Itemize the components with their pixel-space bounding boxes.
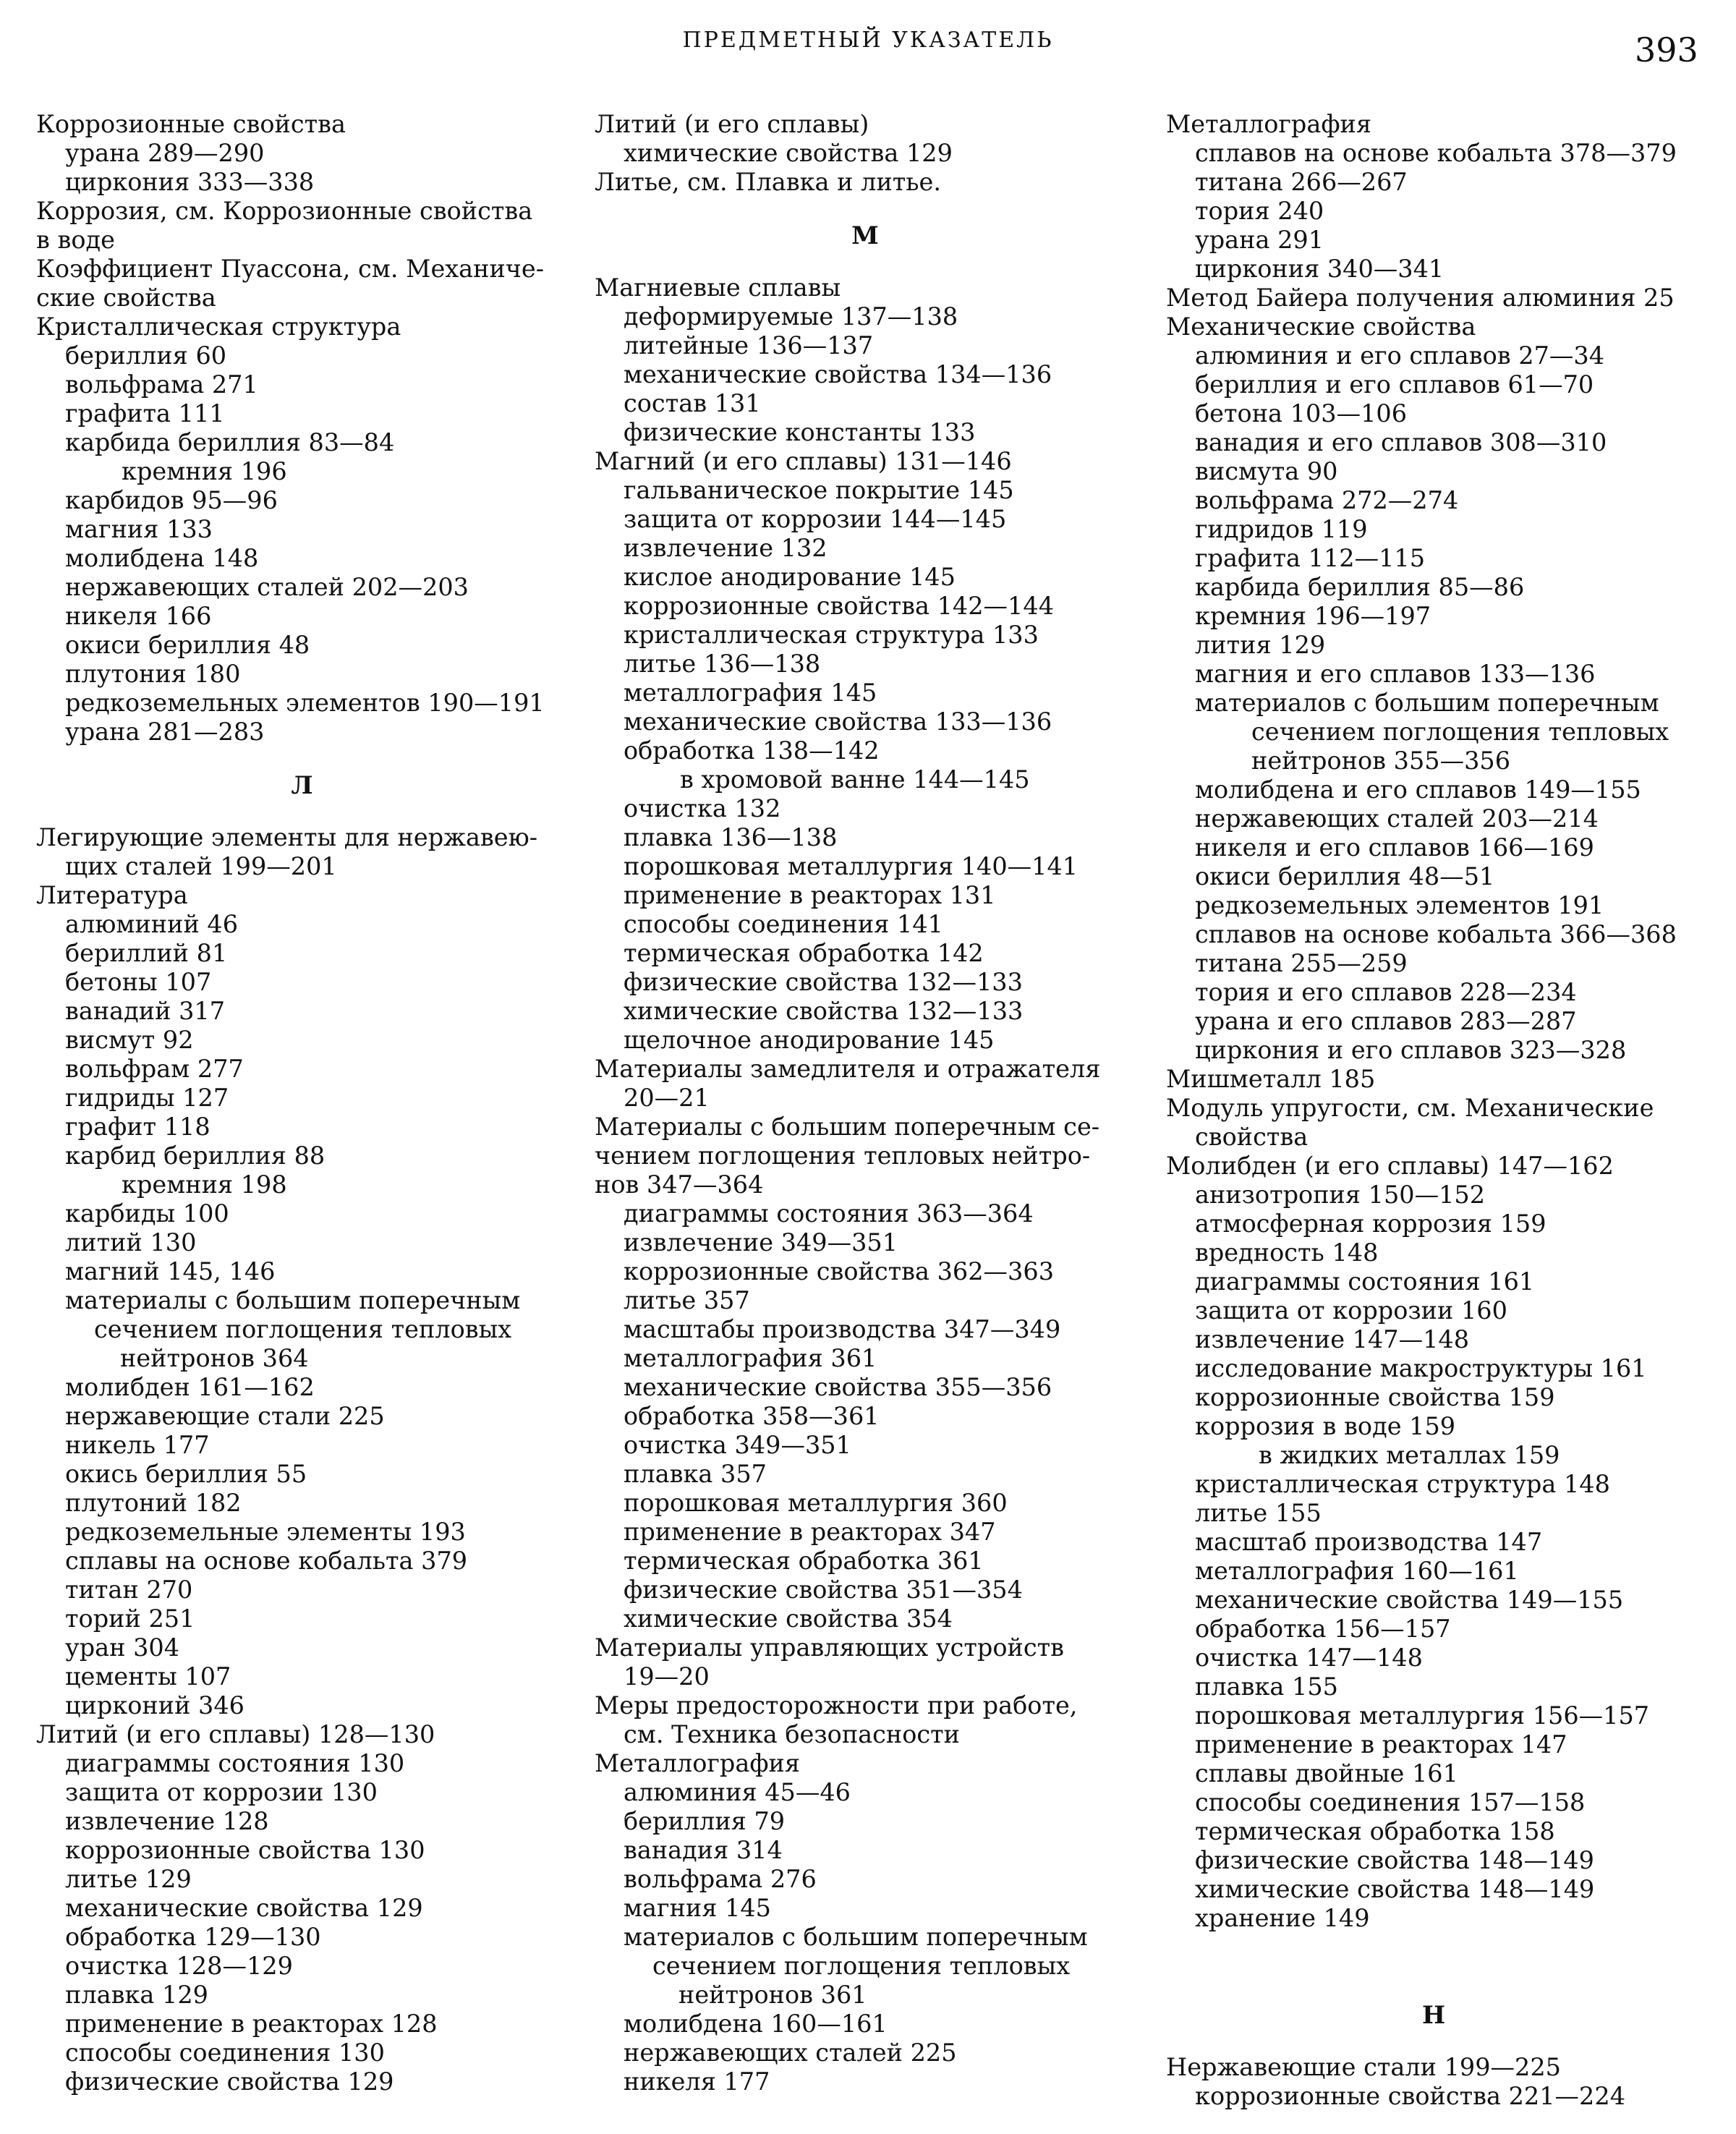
index-subentry: ванадия и его сплавов 308—310 [1195, 428, 1607, 456]
index-subentry: никель 177 [65, 1431, 210, 1459]
index-subentry: в хромовой ванне 144—145 [680, 765, 1030, 794]
index-heading: Коррозия, см. Коррозионные свойства [36, 197, 533, 225]
index-subentry: литий 130 [65, 1228, 197, 1257]
index-subentry: механические свойства 149—155 [1195, 1586, 1624, 1614]
index-subentry: механические свойства 355—356 [624, 1373, 1052, 1401]
index-subentry: механические свойства 134—136 [624, 360, 1052, 388]
index-subentry: диаграммы состояния 161 [1195, 1267, 1535, 1296]
index-subentry: плавка 136—138 [624, 823, 838, 851]
index-subentry: молибдена 160—161 [624, 2010, 888, 2038]
index-subentry: обработка 129—130 [65, 1923, 321, 1951]
index-subentry: сечением поглощения тепловых [1251, 718, 1669, 746]
index-subentry: бериллия 60 [65, 341, 227, 370]
index-heading: Механические свойства [1166, 313, 1476, 341]
index-subentry: циркония 340—341 [1195, 255, 1444, 283]
index-subentry: редкоземельных элементов 190—191 [65, 689, 545, 717]
index-subentry: нержавеющие стали 225 [65, 1402, 385, 1430]
index-subentry: кристаллическая структура 148 [1195, 1470, 1610, 1498]
index-subentry: извлечение 147—148 [1195, 1325, 1470, 1353]
index-subentry: уран 304 [65, 1633, 180, 1662]
section-gap [1166, 1933, 1701, 1976]
index-subentry: бериллия 79 [624, 1807, 786, 1835]
index-subentry: бериллий 81 [65, 939, 228, 967]
index-subentry: коррозия в воде 159 [1195, 1412, 1456, 1440]
index-subentry: титана 266—267 [1195, 168, 1408, 196]
index-subentry: химические свойства 354 [624, 1604, 953, 1633]
index-subentry: масштаб производства 147 [1195, 1528, 1543, 1556]
index-subentry: масштабы производства 347—349 [624, 1315, 1061, 1343]
index-subentry: плутония 180 [65, 660, 241, 688]
section-letter: М [851, 221, 879, 250]
index-subentry: карбида бериллия 83—84 [65, 428, 395, 456]
index-heading: Литий (и его сплавы) [595, 110, 869, 138]
index-subentry: см. Техника безопасности [624, 1720, 961, 1748]
index-subentry: карбид бериллия 88 [65, 1142, 326, 1170]
index-subentry: молибден 161—162 [65, 1373, 315, 1401]
section-letter: Н [1421, 2001, 1446, 2030]
index-subentry: физические свойства 129 [65, 2067, 394, 2096]
index-subentry: термическая обработка 142 [624, 939, 984, 967]
index-subentry: гальваническое покрытие 145 [624, 476, 1014, 504]
index-subentry: обработка 138—142 [624, 736, 880, 765]
index-subentry: 19—20 [624, 1662, 710, 1691]
index-subentry: редкоземельные элементы 193 [65, 1518, 466, 1546]
index-subentry: вольфрам 277 [65, 1055, 244, 1083]
index-heading: Нержавеющие стали 199—225 [1166, 2053, 1561, 2081]
index-subentry: материалов с большим поперечным [1195, 689, 1659, 717]
index-subentry: вольфрама 272—274 [1195, 486, 1459, 514]
index-subentry: карбидов 95—96 [65, 486, 278, 514]
index-subentry: анизотропия 150—152 [1195, 1181, 1486, 1209]
index-subentry: физические свойства 148—149 [1195, 1846, 1594, 1874]
index-subentry: циркония и его сплавов 323—328 [1195, 1036, 1627, 1064]
index-subentry: нейтронов 361 [678, 1981, 867, 2009]
index-subentry: графит 118 [65, 1113, 210, 1141]
index-subentry: вредность 148 [1195, 1238, 1379, 1267]
index-subentry: диаграммы состояния 130 [65, 1749, 405, 1777]
index-subentry: сплавы на основе кобальта 379 [65, 1547, 468, 1575]
index-subentry: урана 291 [1195, 226, 1324, 254]
index-heading: Кристаллическая структура [36, 313, 401, 341]
index-subentry: способы соединения 130 [65, 2039, 385, 2067]
index-subentry: нейтронов 355—356 [1251, 747, 1511, 775]
index-subentry: графита 111 [65, 399, 225, 428]
index-heading: Металлография [1166, 110, 1372, 138]
index-subentry: графита 112—115 [1195, 544, 1426, 572]
index-subentry: бетона 103—106 [1195, 399, 1408, 428]
index-subentry: гидриды 127 [65, 1084, 229, 1112]
index-subentry: металлография 145 [624, 679, 877, 707]
index-subentry: алюминия 45—46 [624, 1778, 851, 1806]
index-subentry: коррозионные свойства 130 [65, 1836, 425, 1864]
index-subentry: термическая обработка 158 [1195, 1817, 1555, 1845]
index-subentry: очистка 349—351 [624, 1431, 851, 1459]
index-subentry: циркония 333—338 [65, 168, 315, 196]
index-subentry: магния 145 [624, 1894, 771, 1922]
index-subentry: термическая обработка 361 [624, 1547, 984, 1575]
index-subentry: деформируемые 137—138 [624, 302, 958, 331]
index-subentry: титана 255—259 [1195, 949, 1408, 977]
index-subentry: применение в реакторах 128 [65, 2010, 438, 2038]
index-subentry: алюминия и его сплавов 27—34 [1195, 341, 1605, 370]
index-heading: Модуль упругости, см. Механические [1166, 1094, 1654, 1122]
index-heading: Метод Байера получения алюминия 25 [1166, 284, 1675, 312]
index-subentry: порошковая металлургия 156—157 [1195, 1701, 1650, 1730]
index-heading: Металлография [595, 1749, 801, 1777]
index-subentry: кремния 196—197 [1195, 602, 1431, 630]
index-subentry: атмосферная коррозия 159 [1195, 1210, 1546, 1238]
index-subentry: механические свойства 129 [65, 1894, 423, 1922]
index-subentry: висмут 92 [65, 1026, 194, 1054]
index-subentry: никеля 177 [624, 2067, 770, 2096]
index-subentry: литье 155 [1195, 1499, 1322, 1527]
index-column-2 [595, 110, 1136, 2096]
index-subentry: механические свойства 133—136 [624, 707, 1052, 736]
index-subentry: молибдена и его сплавов 149—155 [1195, 775, 1641, 804]
index-subentry: кислое анодирование 145 [624, 563, 956, 591]
index-subentry: магния и его сплавов 133—136 [1195, 660, 1596, 688]
index-heading: Материалы с большим поперечным се- [595, 1113, 1100, 1141]
index-subentry: химические свойства 132—133 [624, 997, 1024, 1025]
page-number: 393 [1635, 30, 1698, 69]
index-subentry: плутоний 182 [65, 1489, 242, 1517]
index-subentry: обработка 358—361 [624, 1402, 880, 1430]
index-subentry: в жидких металлах 159 [1259, 1441, 1560, 1469]
index-subentry: металлография 361 [624, 1344, 877, 1372]
index-subentry: сечением поглощения тепловых [652, 1952, 1071, 1980]
index-subentry: применение в реакторах 147 [1195, 1730, 1567, 1759]
index-subentry: защита от коррозии 144—145 [624, 505, 1007, 533]
index-heading: Легирующие элементы для нержавею- [36, 823, 538, 851]
index-heading: Магниевые сплавы [595, 273, 841, 302]
index-subentry: урана 281—283 [65, 718, 265, 746]
index-subentry: химические свойства 148—149 [1195, 1875, 1595, 1903]
index-subentry: плавка 155 [1195, 1672, 1338, 1701]
section-letter: Л [291, 771, 313, 800]
index-subentry: хранение 149 [1195, 1904, 1370, 1932]
index-subentry: урана и его сплавов 283—287 [1195, 1007, 1577, 1035]
index-heading: Коэффициент Пуассона, см. Механиче- [36, 255, 545, 283]
index-subentry: плавка 357 [624, 1460, 767, 1488]
index-subentry: свойства [1195, 1123, 1309, 1151]
index-subentry: магния 133 [65, 515, 213, 543]
index-subentry: окиси бериллия 48—51 [1195, 862, 1495, 890]
index-subentry: применение в реакторах 347 [624, 1518, 996, 1546]
index-subentry: обработка 156—157 [1195, 1615, 1451, 1643]
index-subentry: цементы 107 [65, 1662, 231, 1691]
index-subentry: применение в реакторах 131 [624, 881, 996, 909]
index-subentry: никеля и его сплавов 166—169 [1195, 833, 1594, 862]
index-subentry: сплавы двойные 161 [1195, 1759, 1458, 1787]
index-heading: Материалы замедлителя и отражателя [595, 1055, 1101, 1083]
index-subentry: окись бериллия 55 [65, 1460, 307, 1488]
index-column-3 [1166, 110, 1701, 2111]
index-subentry: физические свойства 132—133 [624, 968, 1023, 996]
index-subentry: карбида бериллия 85—86 [1195, 573, 1525, 601]
index-subentry: гидридов 119 [1195, 515, 1368, 543]
index-subentry: карбиды 100 [65, 1199, 229, 1228]
index-subentry: молибдена 148 [65, 544, 259, 572]
index-subentry: литье 136—138 [624, 650, 821, 678]
index-subentry: химические свойства 129 [624, 139, 953, 167]
index-subentry: физические свойства 351—354 [624, 1576, 1023, 1604]
index-subentry: урана 289—290 [65, 139, 265, 167]
index-subentry: порошковая металлургия 140—141 [624, 852, 1078, 880]
index-subentry: защита от коррозии 160 [1195, 1296, 1507, 1325]
index-subentry: редкоземельных элементов 191 [1195, 891, 1604, 919]
index-heading: Магний (и его сплавы) 131—146 [595, 447, 1012, 475]
index-subentry: коррозионные свойства 159 [1195, 1383, 1555, 1411]
index-subentry: диаграммы состояния 363—364 [624, 1199, 1034, 1228]
index-heading: Мишметалл 185 [1166, 1065, 1376, 1093]
index-subentry: способы соединения 141 [624, 910, 943, 938]
index-subentry: тория и его сплавов 228—234 [1195, 978, 1577, 1006]
index-subentry: алюминий 46 [65, 910, 239, 938]
index-subentry: сплавов на основе кобальта 366—368 [1195, 920, 1677, 948]
index-subentry: щелочное анодирование 145 [624, 1026, 995, 1054]
index-heading: Материалы управляющих устройств [595, 1633, 1064, 1662]
index-subentry: никеля 166 [65, 602, 212, 630]
index-heading: Литература [36, 881, 188, 909]
index-subentry: ванадия 314 [624, 1836, 783, 1864]
index-subentry: извлечение 132 [624, 534, 827, 562]
index-heading: Литий (и его сплавы) 128—130 [36, 1720, 435, 1748]
index-subentry: висмута 90 [1195, 457, 1338, 485]
index-heading: Меры предосторожности при работе, [595, 1691, 1078, 1719]
index-heading: ские свойства [36, 284, 216, 312]
index-heading: Молибден (и его сплавы) 147—162 [1166, 1152, 1614, 1180]
index-subentry: материалов с большим поперечным [624, 1923, 1088, 1951]
index-subentry: исследование макроструктуры 161 [1195, 1354, 1647, 1382]
index-subentry: способы соединения 157—158 [1195, 1788, 1586, 1816]
index-heading: в воде [36, 226, 115, 254]
index-subentry: сечением поглощения тепловых [94, 1315, 512, 1343]
index-subentry: 20—21 [624, 1084, 710, 1112]
index-subentry: очистка 147—148 [1195, 1644, 1423, 1672]
index-subentry: очистка 128—129 [65, 1952, 293, 1980]
index-subentry: вольфрама 271 [65, 370, 258, 399]
index-subentry: магний 145, 146 [65, 1257, 276, 1285]
index-subentry: коррозионные свойства 142—144 [624, 592, 1055, 620]
index-subentry: цирконий 346 [65, 1691, 244, 1719]
index-subentry: ванадий 317 [65, 997, 226, 1025]
index-subentry: кристаллическая структура 133 [624, 621, 1039, 649]
index-subentry: нержавеющих сталей 225 [624, 2039, 957, 2067]
index-subentry: коррозионные свойства 362—363 [624, 1257, 1055, 1285]
index-subentry: кремния 196 [122, 457, 287, 485]
index-heading: нов 347—364 [595, 1170, 764, 1199]
index-subentry: извлечение 349—351 [624, 1228, 898, 1257]
index-subentry: нержавеющих сталей 203—214 [1195, 804, 1599, 833]
index-subentry: плавка 129 [65, 1981, 208, 2009]
index-subentry: коррозионные свойства 221—224 [1195, 2082, 1626, 2110]
index-subentry: физические константы 133 [624, 418, 976, 446]
running-head: ПРЕДМЕТНЫЙ УКАЗАТЕЛЬ [682, 27, 1054, 53]
index-subentry: материалы с большим поперечным [65, 1286, 521, 1314]
index-column-1 [36, 110, 568, 2096]
index-subentry: металлография 160—161 [1195, 1557, 1519, 1585]
index-subentry: литейные 136—137 [624, 331, 874, 360]
index-subentry: извлечение 128 [65, 1807, 269, 1835]
index-heading: Литье, см. Плавка и литье. [595, 168, 942, 196]
index-subentry: литье 129 [65, 1865, 192, 1893]
index-subentry: нержавеющих сталей 202—203 [65, 573, 469, 601]
index-subentry: нейтронов 364 [120, 1344, 309, 1372]
index-subentry: лития 129 [1195, 631, 1326, 659]
index-heading: чением поглощения тепловых нейтро- [595, 1142, 1091, 1170]
index-subentry: бериллия и его сплавов 61—70 [1195, 370, 1594, 399]
index-subentry: порошковая металлургия 360 [624, 1489, 1008, 1517]
index-heading: Коррозионные свойства [36, 110, 346, 138]
index-subentry: сплавов на основе кобальта 378—379 [1195, 139, 1677, 167]
index-subentry: литье 357 [624, 1286, 750, 1314]
index-subentry: титан 270 [65, 1576, 193, 1604]
index-subentry: бетоны 107 [65, 968, 212, 996]
index-subentry: тория 240 [1195, 197, 1324, 225]
index-subentry: вольфрама 276 [624, 1865, 817, 1893]
index-subentry: окиси бериллия 48 [65, 631, 310, 659]
index-subentry: очистка 132 [624, 794, 781, 822]
index-subentry: состав 131 [624, 389, 761, 417]
index-subentry: торий 251 [65, 1604, 195, 1633]
index-subentry: защита от коррозии 130 [65, 1778, 378, 1806]
index-subentry: щих сталей 199—201 [65, 852, 337, 880]
index-subentry: кремния 198 [122, 1170, 287, 1199]
